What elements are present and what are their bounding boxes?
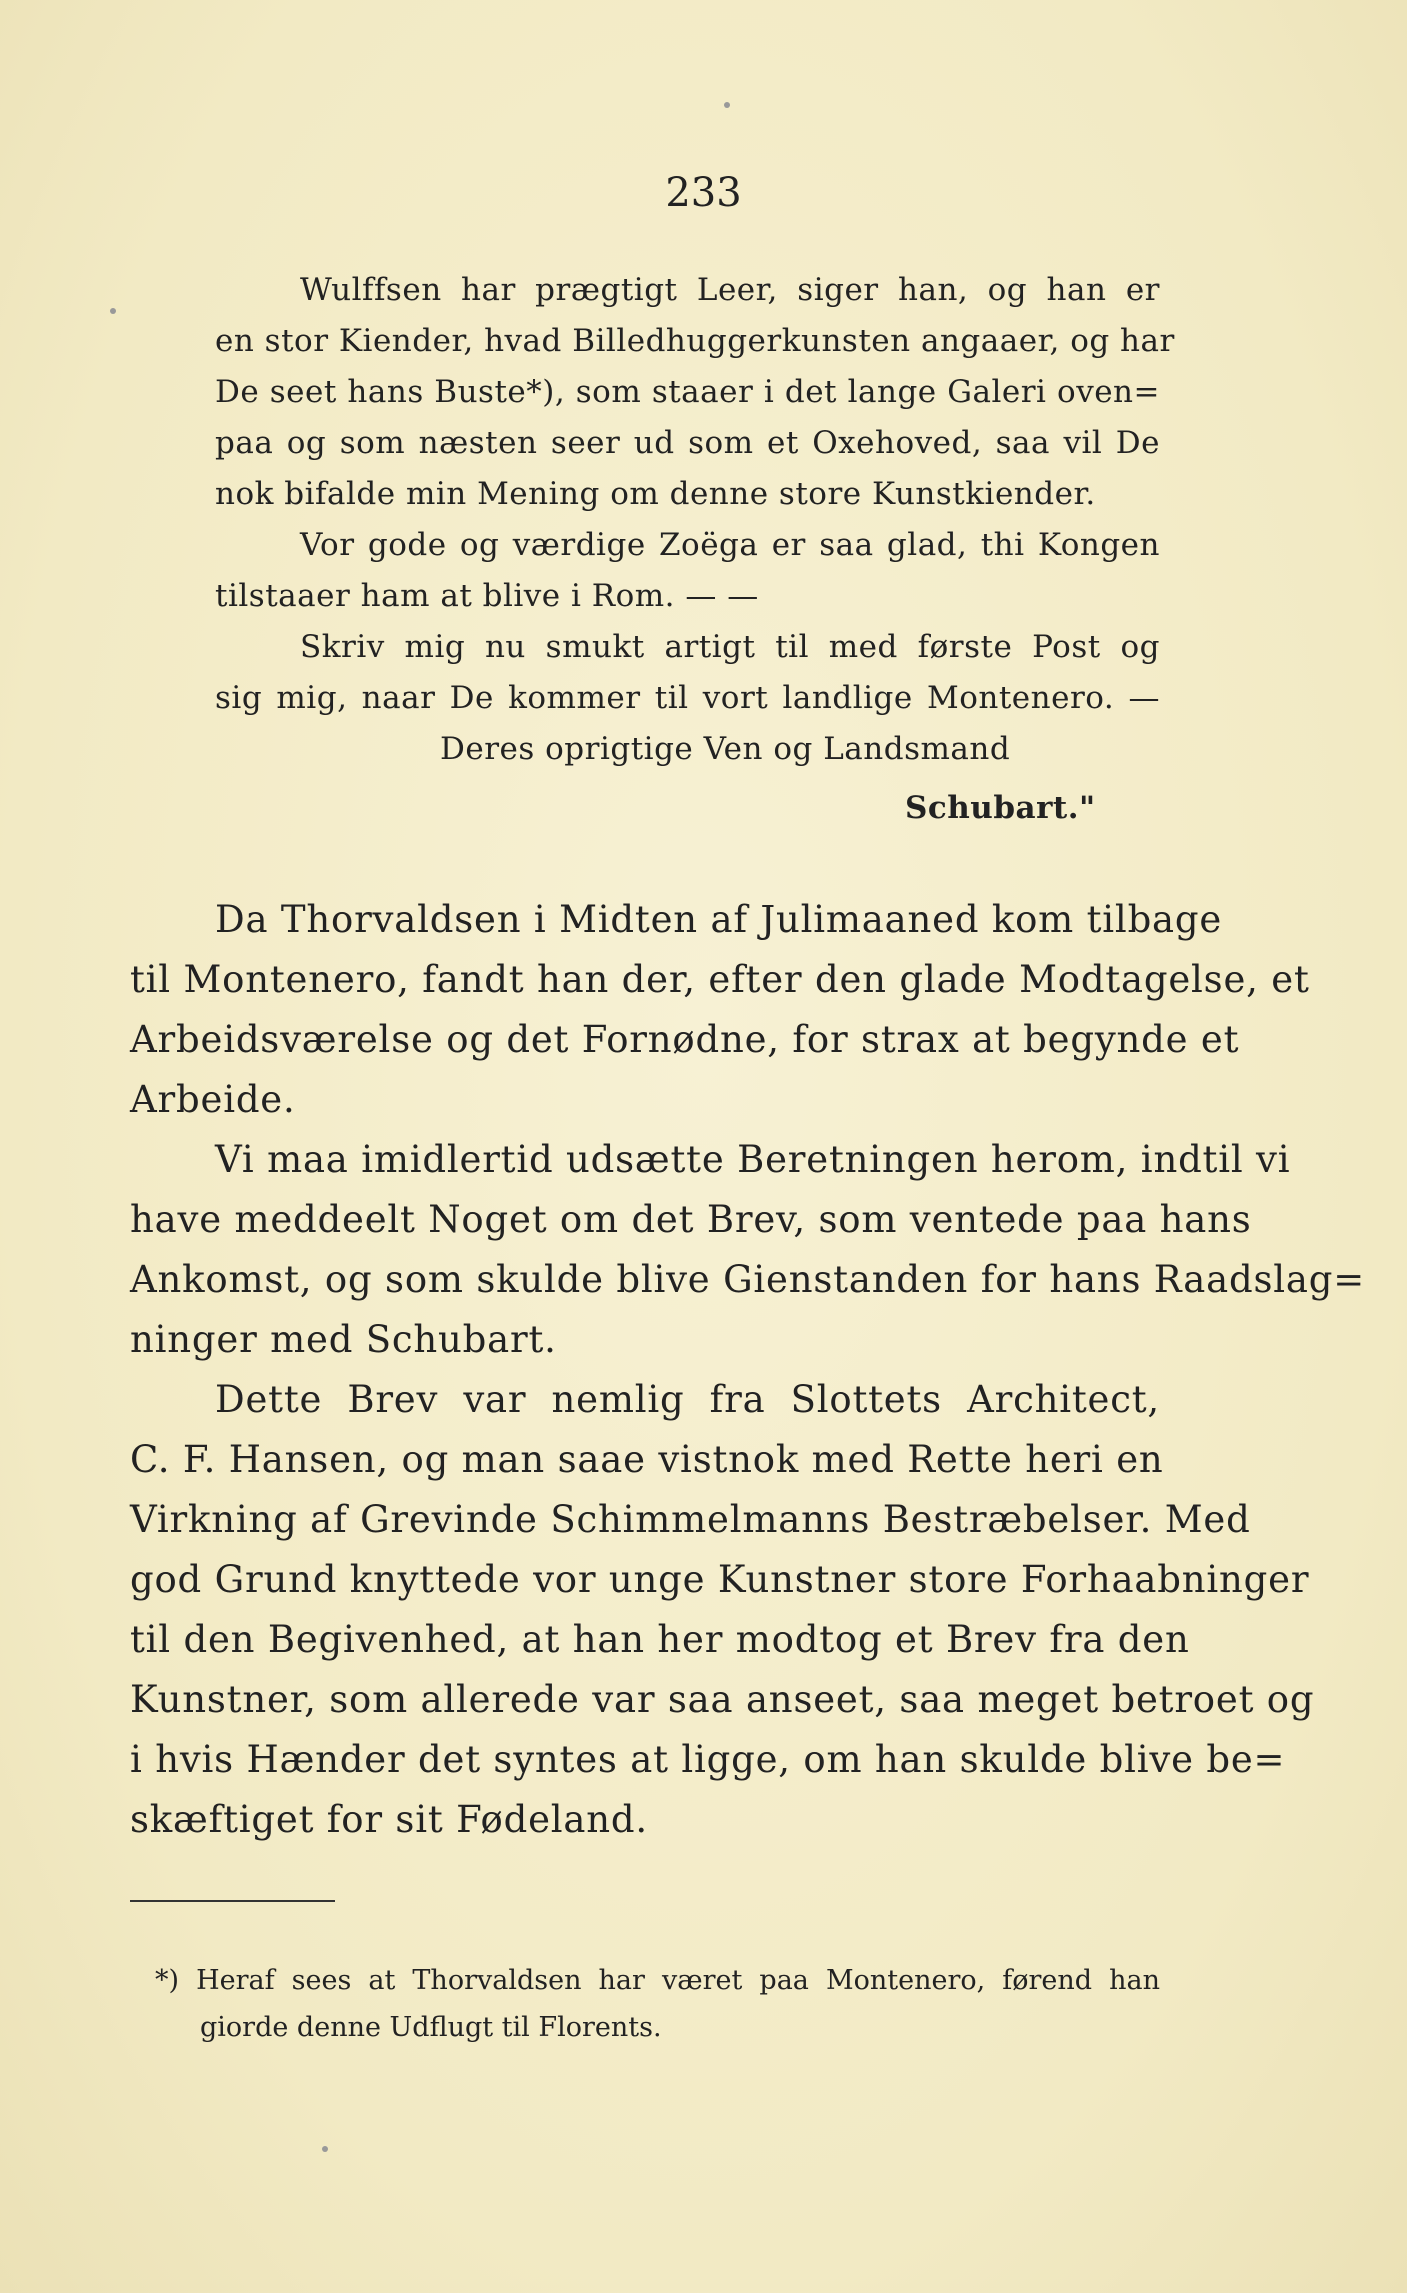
letter-line: De seet hans Buste*), som staaer i det lange Galeri oven= [215,374,1160,410]
letter-line: tilstaaer ham at blive i Rom. — — [215,578,759,614]
letter-line: nok bifalde min Mening om denne store Kunstkiender. [215,476,1096,512]
body-line: Vi maa imidlertid udsætte Beretningen herom, indtil vi [215,1138,1291,1181]
body-line: Ankomst, og som skulde blive Gienstanden for hans Raadslag= [130,1258,1366,1301]
body-line: Arbeide. [130,1078,296,1121]
paper-speck [110,308,116,314]
letter-line: Wulffsen har prægtigt Leer, siger han, og han er [300,272,1160,308]
letter-signature: Schubart." [905,790,1096,826]
body-line: Dette Brev var nemlig fra Slottets Architect, [215,1378,1160,1421]
letter-line: Skriv mig nu smukt artigt til med første Post og [300,629,1160,665]
body-line: i hvis Hænder det syntes at ligge, om han skulde blive be= [130,1738,1286,1781]
letter-line: en stor Kiender, hvad Billedhuggerkunsten angaaer, og har [215,323,1175,359]
body-line: Virkning af Grevinde Schimmelmanns Bestræbelser. Med [130,1498,1251,1541]
footnote-line: giorde denne Udflugt til Florents. [200,2012,662,2043]
paper-speck [724,102,730,108]
body-line: god Grund knyttede vor unge Kunstner store Forhaabninger [130,1558,1310,1601]
letter-line: paa og som næsten seer ud som et Oxehoved, saa vil De [215,425,1160,461]
body-line: Kunstner, som allerede var saa anseet, saa meget betroet og [130,1678,1315,1721]
body-line: til Montenero, fandt han der, efter den glade Modtagelse, et [130,958,1310,1001]
body-line: ninger med Schubart. [130,1318,557,1361]
body-line: skæftiget for sit Fødeland. [130,1798,648,1841]
letter-closing: Deres oprigtige Ven og Landsmand [440,731,1011,767]
body-line: Da Thorvaldsen i Midten af Julimaaned kom tilbage [215,898,1223,941]
letter-line: Vor gode og værdige Zoëga er saa glad, thi Kongen [300,527,1160,563]
body-line: C. F. Hansen, og man saae vistnok med Rette heri en [130,1438,1164,1481]
body-line: Arbeidsværelse og det Fornødne, for strax at begynde et [130,1018,1240,1061]
footnote-line: *) Heraf sees at Thorvaldsen har været paa Montenero, førend han [155,1965,1160,1996]
page-number: 233 [665,170,742,216]
paper-speck [322,2146,328,2152]
letter-line: sig mig, naar De kommer til vort landlige Montenero. — [215,680,1160,716]
body-line: til den Begivenhed, at han her modtog et Brev fra den [130,1618,1190,1661]
footnote-divider [130,1900,335,1902]
body-line: have meddeelt Noget om det Brev, som ventede paa hans [130,1198,1252,1241]
